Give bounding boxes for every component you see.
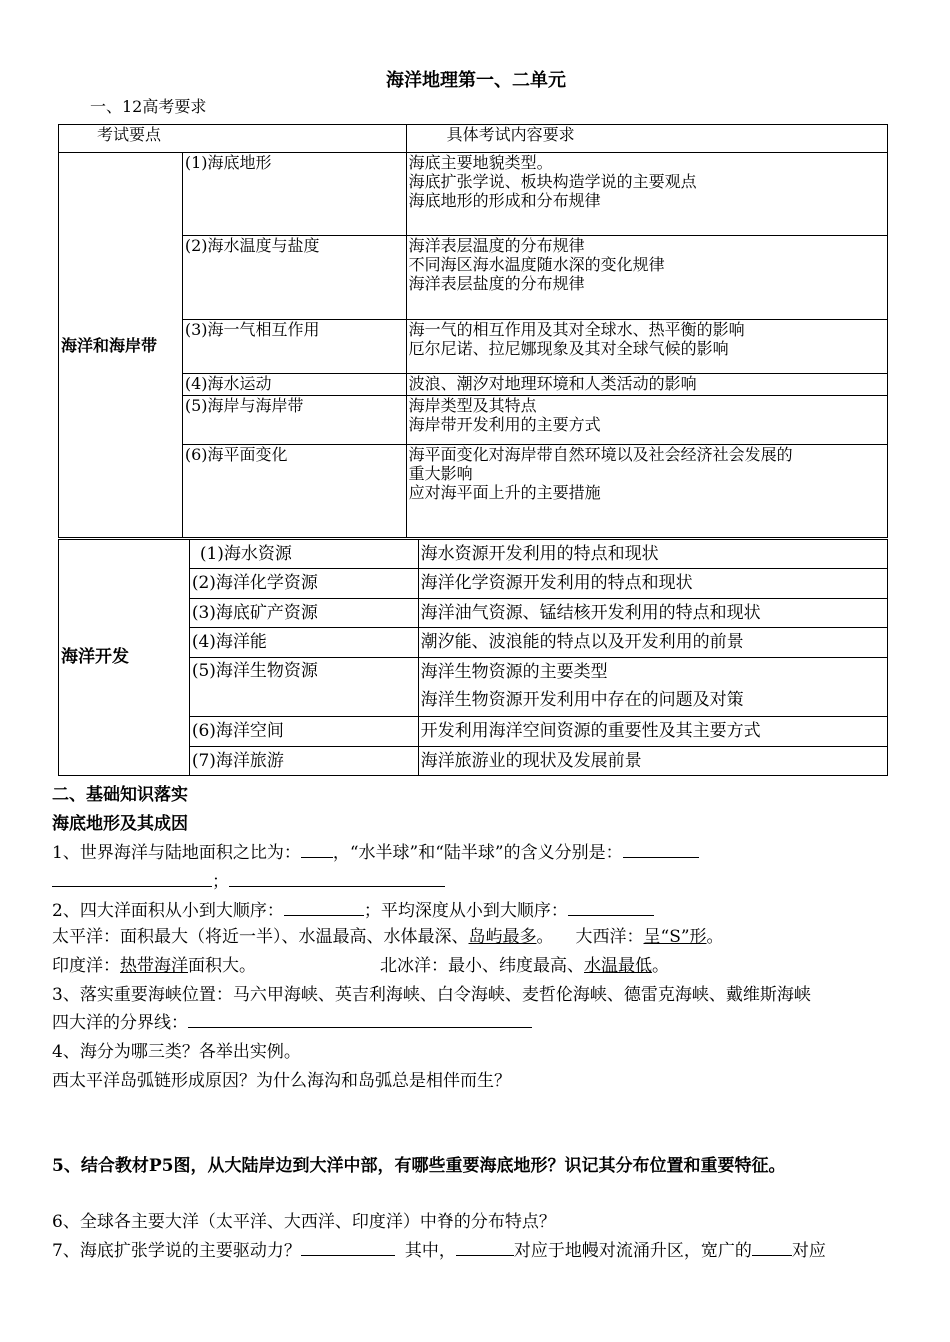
table-row bbox=[59, 540, 888, 569]
exam-point: (6)海平面变化 bbox=[182, 445, 406, 538]
section1-heading: 一、12高考要求 bbox=[90, 97, 207, 116]
exam-point: (5)海洋生物资源 bbox=[189, 658, 418, 717]
table-row bbox=[59, 320, 888, 374]
table-row bbox=[59, 236, 888, 320]
answer-blank[interactable] bbox=[623, 843, 699, 858]
exam-point: (3)海一气相互作用 bbox=[182, 320, 406, 374]
exam-point: (1)海水资源 bbox=[189, 540, 418, 569]
answer-blank[interactable] bbox=[752, 1241, 792, 1256]
requirement-cell: 海一气的相互作用及其对全球水、热平衡的影响 厄尔尼诺、拉尼娜现象及其对全球气候的影响 bbox=[406, 320, 887, 374]
table-row bbox=[59, 374, 888, 396]
subheading: 海底地形及其成因 bbox=[52, 814, 188, 834]
question-4-followup: 西太平洋岛弧链形成原因？为什么海沟和岛弧总是相伴而生？ bbox=[52, 1071, 511, 1091]
exam-point: (3)海底矿产资源 bbox=[189, 599, 418, 628]
requirement-cell: 海岸类型及其特点 海岸带开发利用的主要方式 bbox=[406, 396, 887, 445]
exam-point: (1)海底地形 bbox=[182, 153, 406, 236]
requirement-cell: 海底主要地貌类型。 海底扩张学说、板块构造学说的主要观点 海底地形的形成和分布规律 bbox=[406, 153, 887, 236]
header-content-requirements: 具体考试内容要求 bbox=[406, 125, 887, 153]
answer-blank[interactable] bbox=[52, 872, 212, 887]
question-2: 2、四大洋面积从小到大顺序： ；平均深度从小到大顺序： bbox=[52, 896, 654, 921]
requirement-cell: 海平面变化对海岸带自然环境以及社会经济社会发展的 重大影响 应对海平面上升的主要措施 bbox=[406, 445, 887, 538]
table-header-row bbox=[59, 125, 888, 153]
question-7: 7、海底扩张学说的主要驱动力？ 其中， 对应于地幔对流涌升区，宽广的 对应 bbox=[52, 1241, 826, 1261]
exam-point: (2)海洋化学资源 bbox=[189, 569, 418, 599]
question-1: 1、世界海洋与陆地面积之比为： ，“水半球”和“陆半球”的含义分别是： bbox=[52, 838, 699, 863]
table-row bbox=[59, 445, 888, 538]
header-exam-points: 考试要点 bbox=[59, 125, 407, 153]
requirement-cell: 海洋化学资源开发利用的特点和现状 bbox=[418, 569, 887, 599]
exam-requirements-table bbox=[58, 124, 888, 538]
table-row bbox=[59, 396, 888, 445]
answer-blank[interactable] bbox=[301, 1241, 395, 1256]
question-3: 3、落实重要海峡位置：马六甲海峡、英吉利海峡、白令海峡、麦哲伦海峡、德雷克海峡、戴维斯海峡 bbox=[52, 985, 811, 1005]
question-4: 4、海分为哪三类？各举出实例。 bbox=[52, 1042, 301, 1062]
requirement-cell: 海洋表层温度的分布规律 不同海区海水温度随水深的变化规律 海洋表层盐度的分布规律 bbox=[406, 236, 887, 320]
question-1-continued: ； bbox=[52, 867, 445, 892]
pacific-atlantic-line: 太平洋：面积最大（将近一半）、水温最高、水体最深、岛屿最多。 大西洋：呈“S”形。 bbox=[52, 927, 724, 947]
requirement-cell: 海洋旅游业的现状及发展前景 bbox=[418, 747, 887, 776]
requirement-cell: 海洋油气资源、锰结核开发利用的特点和现状 bbox=[418, 599, 887, 628]
group-label-development: 海洋开发 bbox=[59, 540, 190, 776]
question-6: 6、全球各主要大洋（太平洋、大西洋、印度洋）中脊的分布特点？ bbox=[52, 1212, 556, 1232]
answer-blank[interactable] bbox=[229, 872, 445, 887]
answer-blank[interactable] bbox=[301, 843, 333, 858]
exam-point: (5)海岸与海岸带 bbox=[182, 396, 406, 445]
group-label-coast: 海洋和海岸带 bbox=[59, 153, 183, 538]
question-5: 5、结合教材P5图，从大陆岸边到大洋中部，有哪些重要海底地形？识记其分布位置和重要特征。 bbox=[52, 1156, 786, 1176]
answer-blank[interactable] bbox=[188, 1013, 532, 1028]
table-row bbox=[59, 153, 888, 236]
exam-point: (6)海洋空间 bbox=[189, 717, 418, 747]
indian-arctic-line: 印度洋：热带海洋面积大。 北冰洋：最小、纬度最高、水温最低。 bbox=[52, 956, 669, 976]
requirement-cell: 海洋生物资源的主要类型 海洋生物资源开发利用中存在的问题及对策 bbox=[418, 658, 887, 717]
requirement-cell: 波浪、潮汐对地理环境和人类活动的影响 bbox=[406, 374, 887, 396]
ocean-development-table bbox=[58, 539, 888, 776]
answer-blank[interactable] bbox=[284, 901, 364, 916]
answer-blank[interactable] bbox=[456, 1241, 514, 1256]
page-title: 海洋地理第一、二单元 bbox=[386, 70, 566, 91]
requirement-cell: 潮汐能、波浪能的特点以及开发利用的前景 bbox=[418, 628, 887, 658]
exam-point: (7)海洋旅游 bbox=[189, 747, 418, 776]
section2-heading: 二、基础知识落实 bbox=[52, 785, 188, 805]
answer-blank[interactable] bbox=[568, 901, 654, 916]
requirement-cell: 海水资源开发利用的特点和现状 bbox=[418, 540, 887, 569]
exam-point: (2)海水温度与盐度 bbox=[182, 236, 406, 320]
exam-point: (4)海水运动 bbox=[182, 374, 406, 396]
exam-point: (4)海洋能 bbox=[189, 628, 418, 658]
ocean-boundary-line: 四大洋的分界线： bbox=[52, 1008, 532, 1033]
requirement-cell: 开发利用海洋空间资源的重要性及其主要方式 bbox=[418, 717, 887, 747]
